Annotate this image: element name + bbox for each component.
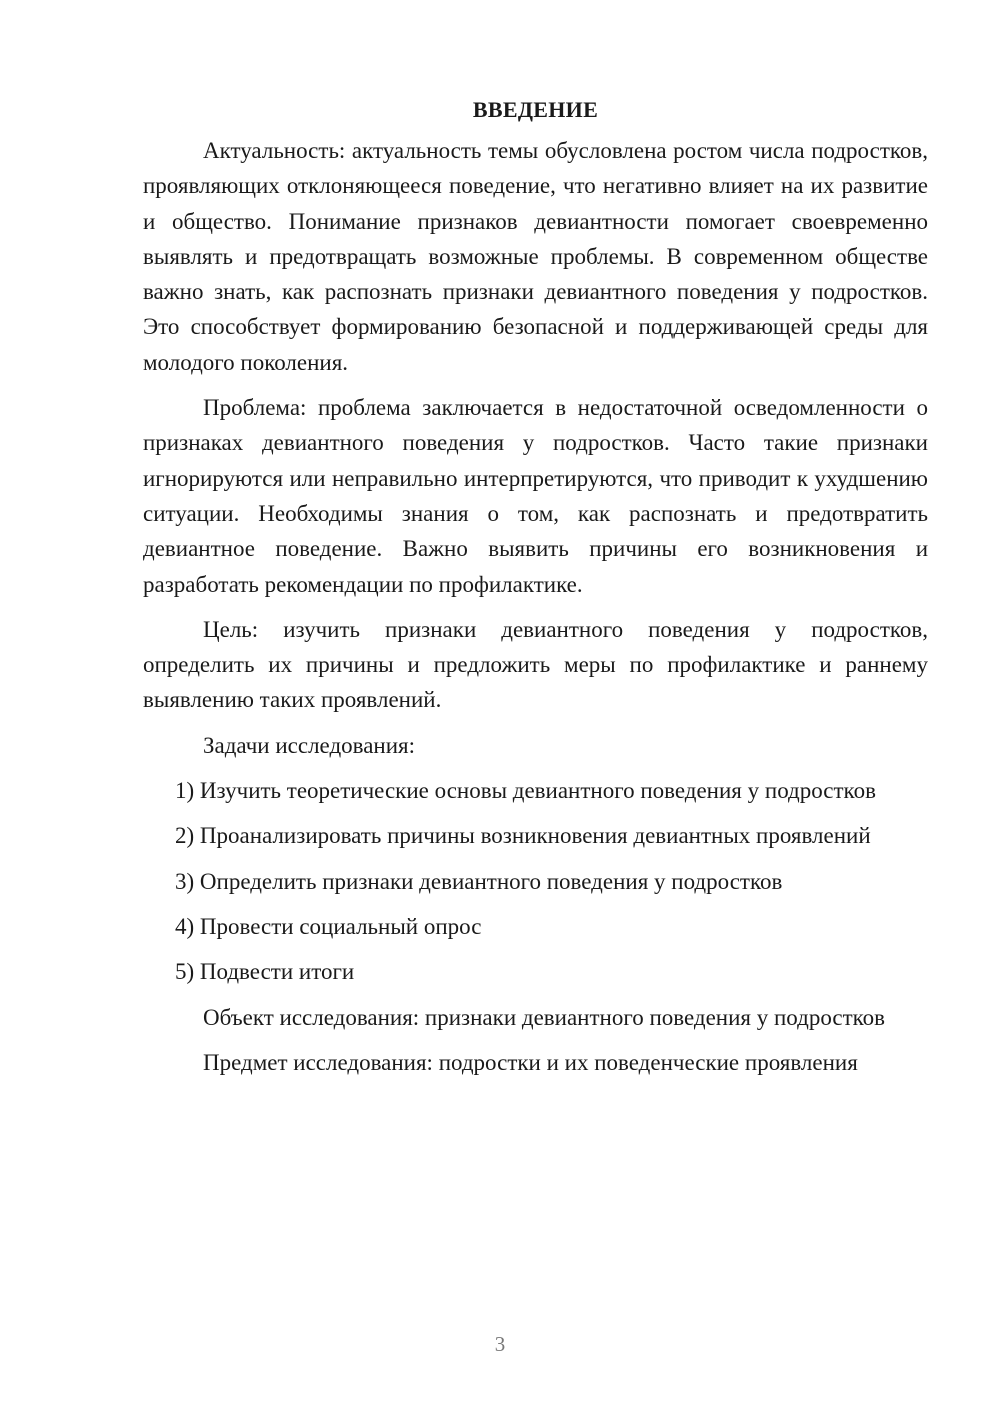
- page-number: 3: [494, 1332, 506, 1356]
- tasks-heading: Задачи исследования:: [203, 732, 416, 758]
- task-item-3: 3) Определить признаки девиантного поведения у подростков: [175, 868, 783, 894]
- paragraph-subject: Предмет исследования: подростки и их поведенческие проявления: [203, 1049, 858, 1075]
- task-item-2: 2) Проанализировать причины возникновения девиантных проявлений: [175, 823, 871, 849]
- paragraph-problem: Проблема: проблема заключается в недостаточной осведомленности о признаках девиантного поведения у подростков. Часто такие признаки игнорируются или неправильно интерпретируются, что приводит к ухудшению ситуации. Необходимы знания о том, как распознать и предотвратить девиантное поведение. Важно выявить причины его возникновения и разработать рекомендации по профилактике.: [143, 395, 928, 597]
- page-content: [143, 92, 928, 1090]
- paragraph-goal: Цель: изучить признаки девиантного поведения у подростков, определить их причины и предложить меры по профилактике и раннему выявлению таких проявлений.: [143, 616, 928, 713]
- task-item-1: 1) Изучить теоретические основы девиантного поведения у подростков: [175, 778, 876, 804]
- task-item-5: 5) Подвести итоги: [175, 959, 355, 985]
- task-item-4: 4) Провести социальный опрос: [175, 913, 482, 939]
- paragraph-object: Объект исследования: признаки девиантного поведения у подростков: [203, 1004, 886, 1030]
- section-title: ВВЕДЕНИЕ: [472, 97, 599, 122]
- paragraph-relevance: Актуальность: актуальность темы обусловлена ростом числа подростков, проявляющих отклоняющееся поведение, что негативно влияет на их развитие и общество. Понимание признаков девиантности помогает своевременно выявлять и предотвращать возможные проблемы. В современном обществе важно знать, как распознать признаки девиантного поведения у подростков. Это способствует формированию безопасной и поддерживающей среды для молодого поколения.: [143, 138, 928, 375]
